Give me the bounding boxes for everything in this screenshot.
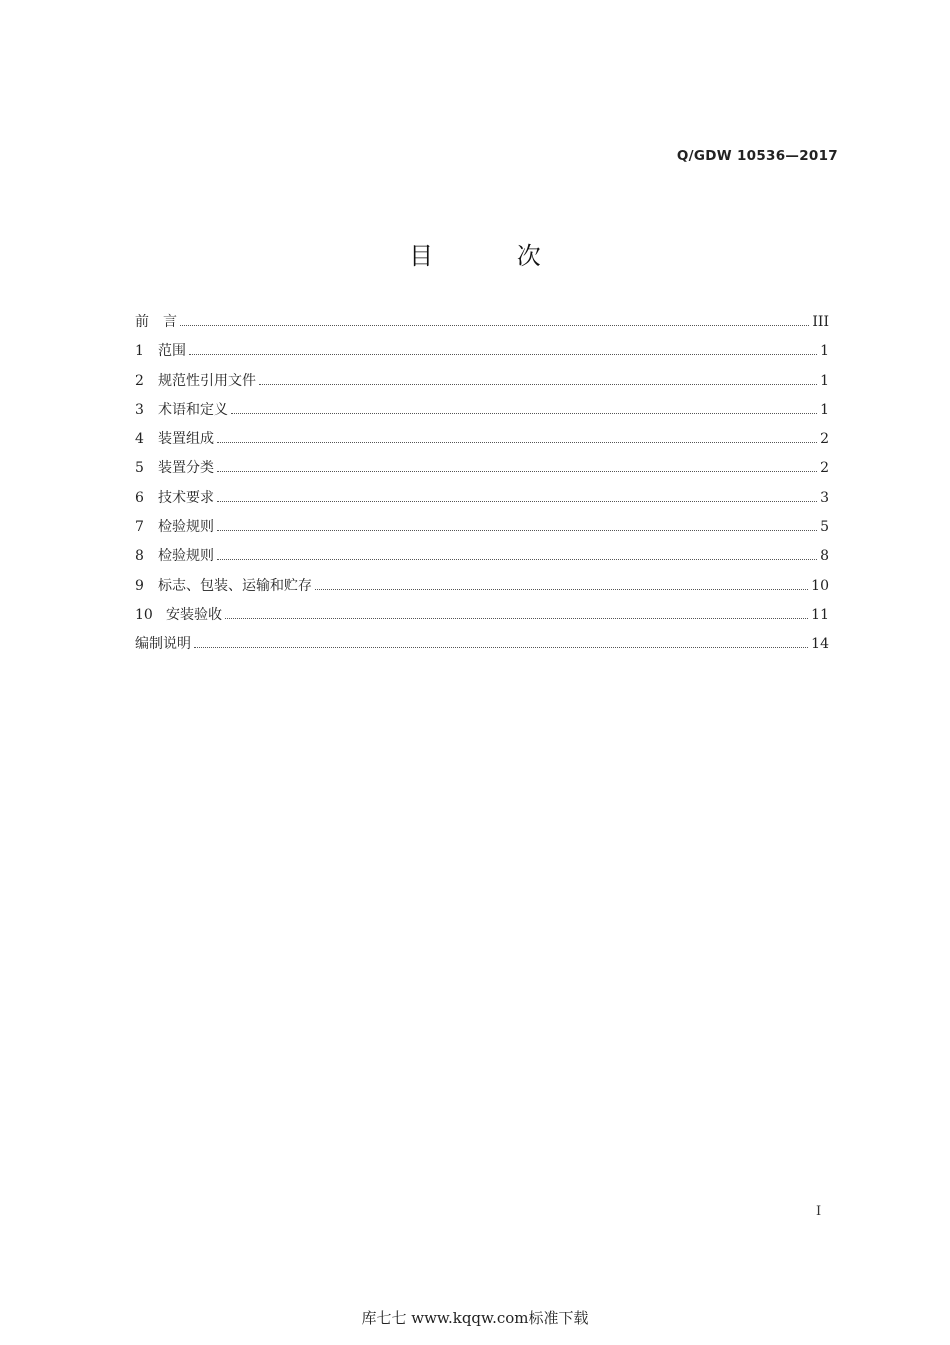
toc-entry-label: 编制说明: [135, 636, 191, 653]
toc-entry-number: 9: [135, 577, 144, 594]
toc-entry-page: 14: [811, 636, 829, 653]
toc-leader-dots: [217, 559, 817, 560]
toc-entry-label: 装置组成: [158, 431, 214, 448]
toc-leader-dots: [225, 618, 808, 619]
toc-leader-dots: [259, 384, 817, 385]
toc-leader-dots: [217, 442, 817, 443]
toc-entry-number: 5: [135, 460, 144, 477]
page-number: I: [816, 1204, 822, 1219]
toc-entry-label: 规范性引用文件: [158, 372, 256, 389]
toc-entry-page: 3: [820, 489, 829, 506]
toc-leader-dots: [231, 413, 817, 414]
toc-leader-dots: [180, 325, 809, 326]
toc-entry-page: 11: [811, 606, 829, 623]
toc-leader-dots: [217, 530, 817, 531]
toc-entry-number: 10: [135, 606, 153, 623]
toc-entry-10[interactable]: [135, 604, 829, 633]
toc-entry-label: 范围: [158, 343, 186, 360]
watermark-text: 库七七 www.kqqw.com标准下载: [361, 1309, 589, 1327]
toc-entry-number: 6: [135, 489, 144, 506]
toc-entry-number: 1: [135, 343, 144, 360]
toc-entry-label: 标志、包装、运输和贮存: [158, 577, 312, 594]
toc-entry-number: 7: [135, 519, 144, 536]
toc-entry-compilation-notes[interactable]: [135, 633, 829, 662]
document-code: Q/GDW 10536—2017: [676, 148, 838, 164]
toc-entry-label: 技术要求: [158, 489, 214, 506]
toc-entry-6[interactable]: [135, 487, 829, 516]
toc-entry-label: 安装验收: [166, 606, 222, 623]
toc-entry-7[interactable]: [135, 516, 829, 545]
toc-entry-page: 5: [820, 519, 829, 536]
toc-entry-label: 检验规则: [158, 519, 214, 536]
toc-entry-page: 2: [820, 431, 829, 448]
toc-leader-dots: [217, 501, 817, 502]
toc-entry-number: 4: [135, 431, 144, 448]
toc-entry-foreword[interactable]: [135, 311, 829, 340]
toc-entry-label: 术语和定义: [158, 401, 228, 418]
toc-leader-dots: [194, 647, 808, 648]
toc-entry-8[interactable]: [135, 545, 829, 574]
toc-entry-4[interactable]: [135, 428, 829, 457]
table-of-contents: [135, 311, 829, 663]
toc-entry-page: 1: [820, 343, 829, 360]
page-title: 目 次: [409, 242, 579, 270]
toc-entry-page: 1: [820, 401, 829, 418]
toc-entry-number: 8: [135, 548, 144, 565]
toc-entry-label: 检验规则: [158, 548, 214, 565]
toc-entry-page: 8: [820, 548, 829, 565]
toc-entry-2[interactable]: [135, 370, 829, 399]
toc-entry-9[interactable]: [135, 575, 829, 604]
toc-entry-label: 装置分类: [158, 460, 214, 477]
toc-entry-page: III: [812, 314, 829, 330]
toc-entry-page: 10: [811, 577, 829, 594]
toc-entry-label: 前 言: [135, 314, 177, 330]
toc-entry-page: 1: [820, 372, 829, 389]
toc-leader-dots: [315, 589, 808, 590]
toc-leader-dots: [189, 354, 817, 355]
toc-entry-5[interactable]: [135, 457, 829, 486]
toc-entry-3[interactable]: [135, 399, 829, 428]
toc-leader-dots: [217, 471, 817, 472]
toc-entry-page: 2: [820, 460, 829, 477]
toc-entry-1[interactable]: [135, 340, 829, 369]
toc-entry-number: 3: [135, 401, 144, 418]
toc-entry-number: 2: [135, 372, 144, 389]
